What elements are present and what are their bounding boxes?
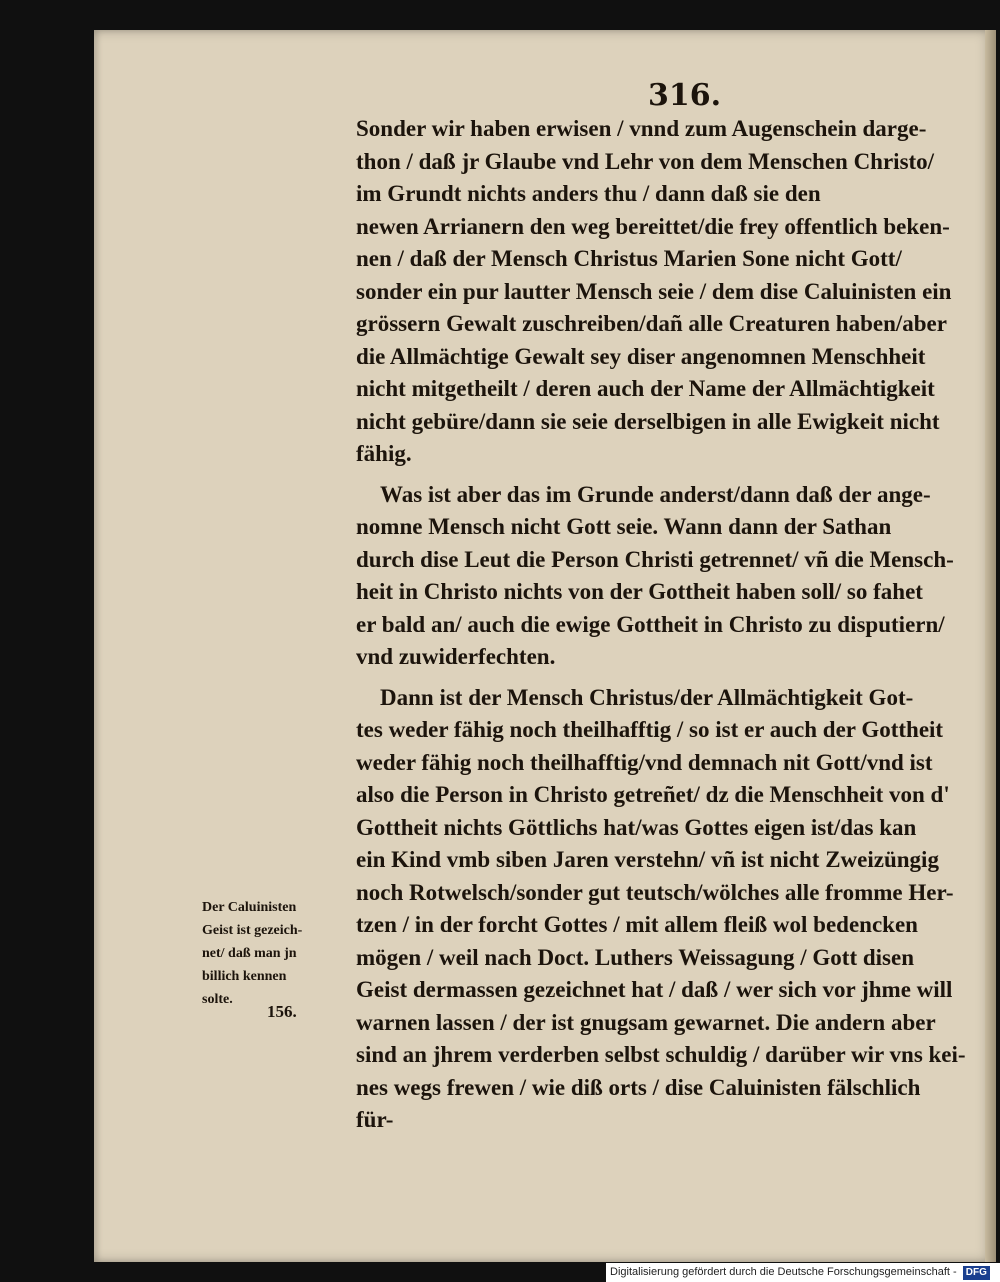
- text-line: also die Person in Christo getreñet/ dz die Menschheit von d': [356, 782, 950, 807]
- text-line: für-: [356, 1107, 394, 1132]
- text-line: Sonder wir haben erwisen / vnnd zum Augenschein darge-: [356, 116, 927, 141]
- text-line: weder fähig noch theilhafftig/vnd demnach nit Gott/vnd ist: [356, 749, 933, 775]
- marginal-note-line: Der Caluinisten: [202, 900, 297, 915]
- page-number: 316.: [648, 78, 722, 113]
- text-line: nicht gebüre/dann sie seie derselbigen in alle Ewigkeit nicht: [356, 408, 940, 434]
- dfg-credit-bar: [606, 1263, 1000, 1282]
- dfg-credit-text: Digitalisierung gefördert durch die Deutsche Forschungsgemeinschaft -: [610, 1266, 957, 1278]
- marginal-note-line: Geist ist gezeich-: [202, 923, 303, 938]
- text-line: sind an jhrem verderben selbst schuldig / darüber wir vns kei-: [356, 1042, 966, 1067]
- paragraph-gap: [356, 674, 986, 682]
- text-line: Gottheit nichts Göttlichs hat/was Gottes eigen ist/das kan: [356, 814, 917, 840]
- text-line: warnen lassen / der ist gnugsam gewarnet. Die andern aber: [356, 1009, 936, 1035]
- text-line: grössern Gewalt zuschreiben/dañ alle Creaturen haben/aber: [356, 311, 947, 336]
- text-line: Geist dermassen gezeichnet hat / daß / wer sich vor jhme will: [356, 977, 953, 1002]
- text-line: heit in Christo nichts von der Gottheit haben soll/ so fahet: [356, 579, 923, 604]
- text-line: tzen / in der forcht Gottes / mit allem fleiß wol bedencken: [356, 912, 918, 937]
- marginal-note: [202, 896, 352, 1011]
- marginal-number: 156.: [267, 1002, 297, 1021]
- text-line: er bald an/ auch die ewige Gottheit in Christo zu disputiern/: [356, 611, 945, 637]
- text-line: Was ist aber das im Grunde anderst/dann daß der ange-: [380, 481, 931, 507]
- text-line: nen / daß der Mensch Christus Marien Sone nicht Gott/: [356, 246, 902, 271]
- paragraph: [356, 479, 986, 674]
- text-line: nomne Mensch nicht Gott seie. Wann dann der Sathan: [356, 514, 892, 539]
- text-line: tes weder fähig noch theilhafftig / so ist er auch der Gottheit: [356, 717, 944, 742]
- page-edge: [985, 30, 996, 1262]
- text-line: sonder ein pur lautter Mensch seie / dem dise Caluinisten ein: [356, 278, 952, 304]
- dfg-logo: DFG: [963, 1266, 990, 1280]
- text-line: thon / daß jr Glaube vnd Lehr von dem Menschen Christo/: [356, 148, 935, 174]
- text-line: Dann ist der Mensch Christus/der Allmächtigkeit Got-: [380, 684, 914, 710]
- text-line: nes wegs frewen / wie diß orts / dise Caluinisten fälschlich: [356, 1074, 921, 1100]
- marginal-note-line: net/ daß man jn: [202, 946, 297, 961]
- text-line: noch Rotwelsch/sonder gut teutsch/wölches alle fromme Her-: [356, 879, 954, 905]
- paragraph: [356, 682, 986, 1137]
- body-text: [356, 113, 986, 1137]
- marginal-note-line: billich kennen: [202, 969, 287, 984]
- text-line: die Allmächtige Gewalt sey diser angenomnen Menschheit: [356, 343, 926, 369]
- paragraph-gap: [356, 471, 986, 479]
- paragraph: [356, 113, 986, 471]
- text-line: newen Arrianern den weg bereittet/die frey offentlich beken-: [356, 213, 950, 239]
- text-line: ein Kind vmb siben Jaren verstehn/ vñ ist nicht Zweizüngig: [356, 847, 939, 872]
- text-line: nicht mitgetheilt / deren auch der Name der Allmächtigkeit: [356, 376, 935, 401]
- marginal-note-line: solte.: [202, 992, 233, 1007]
- text-line: vnd zuwiderfechten.: [356, 644, 556, 669]
- text-line: im Grundt nichts anders thu / dann daß sie den: [356, 181, 821, 206]
- text-line: fähig.: [356, 441, 412, 466]
- text-line: durch dise Leut die Person Christi getrennet/ vñ die Mensch-: [356, 546, 954, 572]
- text-line: mögen / weil nach Doct. Luthers Weissagung / Gott disen: [356, 944, 914, 970]
